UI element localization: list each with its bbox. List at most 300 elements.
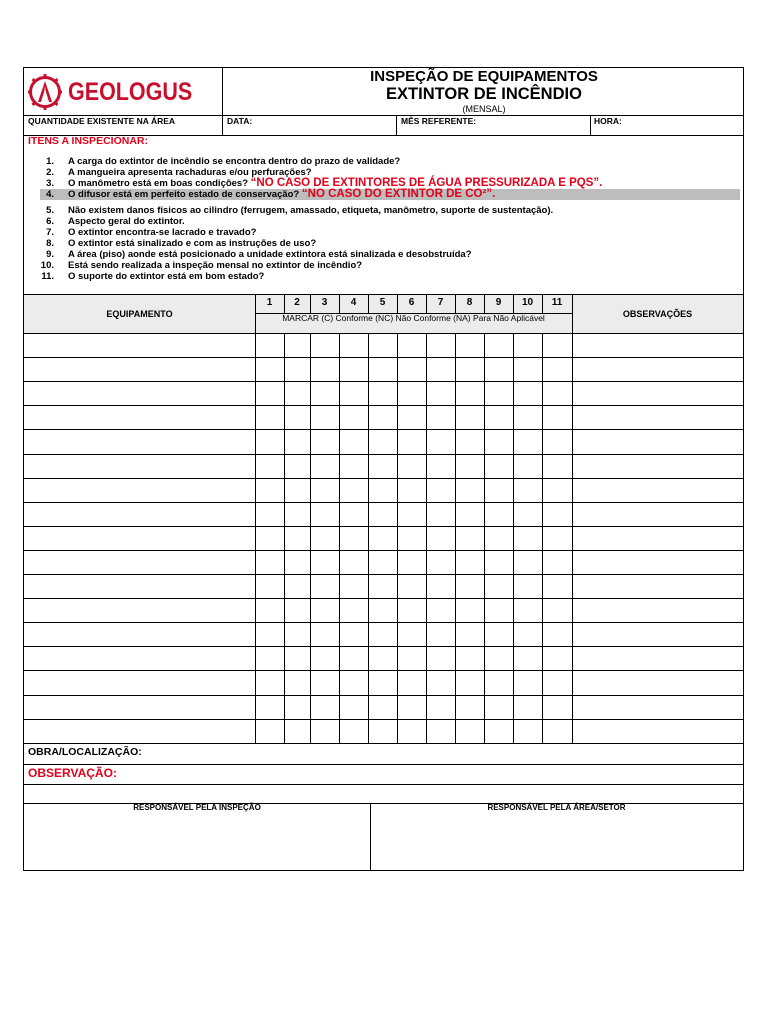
check-cell[interactable] xyxy=(310,670,339,694)
check-cell[interactable] xyxy=(426,478,455,502)
check-cell[interactable] xyxy=(368,550,397,574)
column-number: 11 xyxy=(551,297,563,308)
obra-localizacao-label: OBRA/LOCALIZAÇÃO: xyxy=(28,746,142,758)
check-cell[interactable] xyxy=(284,670,310,694)
equipment-cell[interactable] xyxy=(24,719,255,743)
observation-cell[interactable] xyxy=(572,646,743,670)
check-cell[interactable] xyxy=(397,478,426,502)
check-cell[interactable] xyxy=(397,695,426,719)
observation-cell[interactable] xyxy=(572,526,743,550)
check-cell[interactable] xyxy=(426,502,455,526)
company-logo xyxy=(28,70,222,114)
equipment-cell[interactable] xyxy=(24,502,255,526)
observation-cell[interactable] xyxy=(572,695,743,719)
check-cell[interactable] xyxy=(310,429,339,453)
check-cell[interactable] xyxy=(426,526,455,550)
signature-area-field[interactable] xyxy=(371,816,743,870)
table-row xyxy=(24,381,743,405)
observation-cell[interactable] xyxy=(572,333,743,357)
check-cell[interactable] xyxy=(368,454,397,478)
item-note: “NO CASO DE EXTINTORES DE ÁGUA PRESSURIZADA E PQS”. xyxy=(250,177,603,189)
check-cell[interactable] xyxy=(284,333,310,357)
column-number: 2 xyxy=(294,297,300,308)
check-cell[interactable] xyxy=(339,622,368,646)
check-cell[interactable] xyxy=(455,333,484,357)
item-question: O extintor encontra-se lacrado e travado? xyxy=(68,227,257,238)
table-row xyxy=(24,719,743,743)
check-cell[interactable] xyxy=(368,574,397,598)
quantidade-label: QUANTIDADE EXISTENTE NA ÁREA xyxy=(28,116,176,126)
check-cell[interactable] xyxy=(484,526,513,550)
check-cell[interactable] xyxy=(484,502,513,526)
check-cell[interactable] xyxy=(255,526,284,550)
check-cell[interactable] xyxy=(484,454,513,478)
check-cell[interactable] xyxy=(484,695,513,719)
check-cell[interactable] xyxy=(455,670,484,694)
inspection-item xyxy=(24,238,740,249)
check-cell[interactable] xyxy=(542,719,572,743)
check-cell[interactable] xyxy=(484,670,513,694)
check-cell[interactable] xyxy=(339,454,368,478)
observation-cell[interactable] xyxy=(572,381,743,405)
check-cell[interactable] xyxy=(339,695,368,719)
check-cell[interactable] xyxy=(513,429,542,453)
check-cell[interactable] xyxy=(368,381,397,405)
check-cell[interactable] xyxy=(310,478,339,502)
check-cell[interactable] xyxy=(255,622,284,646)
check-cell[interactable] xyxy=(368,695,397,719)
equipment-cell[interactable] xyxy=(24,381,255,405)
check-cell[interactable] xyxy=(255,333,284,357)
check-cell[interactable] xyxy=(513,598,542,622)
check-cell[interactable] xyxy=(397,670,426,694)
check-cell[interactable] xyxy=(255,502,284,526)
check-cell[interactable] xyxy=(455,381,484,405)
check-cell[interactable] xyxy=(310,454,339,478)
item-question: O suporte do extintor está em bom estado? xyxy=(68,271,265,282)
check-cell[interactable] xyxy=(426,646,455,670)
inspection-item xyxy=(24,156,740,167)
equipment-cell[interactable] xyxy=(24,454,255,478)
check-cell[interactable] xyxy=(368,622,397,646)
check-cell[interactable] xyxy=(284,478,310,502)
observation-cell[interactable] xyxy=(572,502,743,526)
check-cell[interactable] xyxy=(397,502,426,526)
observation-cell[interactable] xyxy=(572,574,743,598)
check-cell[interactable] xyxy=(368,405,397,429)
inspection-item xyxy=(24,271,740,282)
observation-cell[interactable] xyxy=(572,478,743,502)
check-cell[interactable] xyxy=(339,381,368,405)
table-row xyxy=(24,454,743,478)
check-cell[interactable] xyxy=(284,622,310,646)
check-cell[interactable] xyxy=(339,429,368,453)
item-number: 10. xyxy=(40,260,54,271)
table-row xyxy=(24,333,743,357)
item-text xyxy=(68,260,362,271)
check-cell[interactable] xyxy=(310,357,339,381)
item-text xyxy=(68,189,495,200)
check-cell[interactable] xyxy=(397,719,426,743)
check-cell[interactable] xyxy=(255,670,284,694)
inspection-form xyxy=(23,67,744,871)
check-cell[interactable] xyxy=(455,478,484,502)
check-cell[interactable] xyxy=(310,333,339,357)
check-cell[interactable] xyxy=(455,695,484,719)
check-cell[interactable] xyxy=(255,719,284,743)
check-cell[interactable] xyxy=(542,598,572,622)
check-cell[interactable] xyxy=(339,478,368,502)
check-cell[interactable] xyxy=(455,502,484,526)
column-number: 4 xyxy=(350,297,357,308)
observation-cell[interactable] xyxy=(572,622,743,646)
check-cell[interactable] xyxy=(426,670,455,694)
check-cell[interactable] xyxy=(397,333,426,357)
table-row xyxy=(24,695,743,719)
observation-cell[interactable] xyxy=(572,357,743,381)
check-cell[interactable] xyxy=(397,526,426,550)
check-cell[interactable] xyxy=(397,405,426,429)
item-number: 1. xyxy=(46,156,54,167)
check-cell[interactable] xyxy=(542,454,572,478)
item-text xyxy=(68,227,256,238)
item-question: A área (piso) aonde está posicionado a unidade extintora está sinalizada e desobstruída? xyxy=(68,249,472,260)
check-cell[interactable] xyxy=(484,429,513,453)
table-row xyxy=(24,574,743,598)
check-cell[interactable] xyxy=(455,550,484,574)
check-cell[interactable] xyxy=(397,598,426,622)
check-cell[interactable] xyxy=(513,333,542,357)
item-number: 4. xyxy=(46,188,54,200)
check-cell[interactable] xyxy=(426,622,455,646)
equipment-cell[interactable] xyxy=(24,357,255,381)
check-cell[interactable] xyxy=(368,429,397,453)
inspection-item xyxy=(24,260,740,271)
check-cell[interactable] xyxy=(484,405,513,429)
table-row xyxy=(24,478,743,502)
item-number: 9. xyxy=(46,249,54,260)
equipment-cell[interactable] xyxy=(24,574,255,598)
check-cell[interactable] xyxy=(284,719,310,743)
check-cell[interactable] xyxy=(310,598,339,622)
check-cell[interactable] xyxy=(513,695,542,719)
check-cell[interactable] xyxy=(284,357,310,381)
check-cell[interactable] xyxy=(542,526,572,550)
items-section-title: ITENS A INSPECIONAR: xyxy=(28,135,148,147)
item-number: 7. xyxy=(46,227,54,238)
form-frequency: (MENSAL) xyxy=(462,104,506,114)
table-row xyxy=(24,622,743,646)
check-cell[interactable] xyxy=(542,574,572,598)
item-number: 2. xyxy=(46,167,54,178)
check-cell[interactable] xyxy=(310,502,339,526)
check-cell[interactable] xyxy=(255,429,284,453)
equipment-cell[interactable] xyxy=(24,526,255,550)
observacao-field[interactable] xyxy=(24,785,743,803)
column-number: 6 xyxy=(408,297,415,308)
check-cell[interactable] xyxy=(255,695,284,719)
check-cell[interactable] xyxy=(426,357,455,381)
check-cell[interactable] xyxy=(455,598,484,622)
observation-cell[interactable] xyxy=(572,550,743,574)
check-cell[interactable] xyxy=(426,454,455,478)
check-cell[interactable] xyxy=(397,381,426,405)
check-cell[interactable] xyxy=(542,357,572,381)
check-cell[interactable] xyxy=(484,550,513,574)
equipment-cell[interactable] xyxy=(24,622,255,646)
table-row xyxy=(24,502,743,526)
item-question: Aspecto geral do extintor. xyxy=(68,216,185,227)
check-cell[interactable] xyxy=(484,622,513,646)
check-cell[interactable] xyxy=(397,454,426,478)
check-cell[interactable] xyxy=(368,646,397,670)
marcar-legend: MARCAR (C) Conforme (NC) Não Conforme (NA) Para Não Aplicável xyxy=(282,313,545,323)
check-cell[interactable] xyxy=(484,646,513,670)
check-cell[interactable] xyxy=(339,502,368,526)
check-cell[interactable] xyxy=(284,502,310,526)
check-cell[interactable] xyxy=(455,429,484,453)
equipment-cell[interactable] xyxy=(24,646,255,670)
check-cell[interactable] xyxy=(310,574,339,598)
check-cell[interactable] xyxy=(397,574,426,598)
check-cell[interactable] xyxy=(284,598,310,622)
check-cell[interactable] xyxy=(484,333,513,357)
check-cell[interactable] xyxy=(310,405,339,429)
check-cell[interactable] xyxy=(339,670,368,694)
data-label: DATA: xyxy=(227,116,253,126)
check-cell[interactable] xyxy=(310,719,339,743)
observation-cell[interactable] xyxy=(572,670,743,694)
check-cell[interactable] xyxy=(368,670,397,694)
check-cell[interactable] xyxy=(255,598,284,622)
item-number: 6. xyxy=(46,216,54,227)
check-cell[interactable] xyxy=(542,646,572,670)
equipment-cell[interactable] xyxy=(24,405,255,429)
check-cell[interactable] xyxy=(284,695,310,719)
check-cell[interactable] xyxy=(368,333,397,357)
signature-inspecao-field[interactable] xyxy=(24,816,370,870)
check-cell[interactable] xyxy=(255,405,284,429)
item-question: A carga do extintor de incêndio se encontra dentro do prazo de validade? xyxy=(68,156,401,167)
check-cell[interactable] xyxy=(284,526,310,550)
item-question: A mangueira apresenta rachaduras e/ou perfurações? xyxy=(68,167,312,178)
check-cell[interactable] xyxy=(484,719,513,743)
observacao-label: OBSERVAÇÃO: xyxy=(28,766,117,780)
check-cell[interactable] xyxy=(310,526,339,550)
check-cell[interactable] xyxy=(284,429,310,453)
check-cell[interactable] xyxy=(426,695,455,719)
check-cell[interactable] xyxy=(542,478,572,502)
equipment-cell[interactable] xyxy=(24,550,255,574)
check-cell[interactable] xyxy=(339,550,368,574)
check-cell[interactable] xyxy=(484,381,513,405)
check-cell[interactable] xyxy=(484,574,513,598)
equipment-cell[interactable] xyxy=(24,478,255,502)
check-cell[interactable] xyxy=(368,526,397,550)
column-number: 5 xyxy=(379,297,386,308)
check-cell[interactable] xyxy=(310,622,339,646)
check-cell[interactable] xyxy=(455,526,484,550)
check-cell[interactable] xyxy=(339,333,368,357)
check-cell[interactable] xyxy=(397,357,426,381)
table-row xyxy=(24,526,743,550)
check-cell[interactable] xyxy=(368,598,397,622)
check-cell[interactable] xyxy=(339,574,368,598)
check-cell[interactable] xyxy=(310,381,339,405)
equipamento-header: EQUIPAMENTO xyxy=(106,309,173,319)
check-cell[interactable] xyxy=(426,574,455,598)
check-cell[interactable] xyxy=(542,405,572,429)
check-cell[interactable] xyxy=(513,622,542,646)
check-cell[interactable] xyxy=(310,550,339,574)
item-text xyxy=(68,238,316,249)
observation-cell[interactable] xyxy=(572,719,743,743)
check-cell[interactable] xyxy=(484,357,513,381)
observation-cell[interactable] xyxy=(572,405,743,429)
check-cell[interactable] xyxy=(284,550,310,574)
item-question: O difusor está em perfeito estado de conservação? xyxy=(68,188,300,200)
check-cell[interactable] xyxy=(513,670,542,694)
check-cell[interactable] xyxy=(455,405,484,429)
check-cell[interactable] xyxy=(426,333,455,357)
check-cell[interactable] xyxy=(542,381,572,405)
item-text xyxy=(68,156,400,167)
check-cell[interactable] xyxy=(542,670,572,694)
check-cell[interactable] xyxy=(339,526,368,550)
check-cell[interactable] xyxy=(513,454,542,478)
check-cell[interactable] xyxy=(484,598,513,622)
item-text xyxy=(68,205,553,216)
check-cell[interactable] xyxy=(339,357,368,381)
check-cell[interactable] xyxy=(513,405,542,429)
inspection-item xyxy=(40,189,740,200)
check-cell[interactable] xyxy=(513,381,542,405)
column-number: 3 xyxy=(321,297,328,308)
check-cell[interactable] xyxy=(542,502,572,526)
check-cell[interactable] xyxy=(455,574,484,598)
table-row xyxy=(24,357,743,381)
check-cell[interactable] xyxy=(513,550,542,574)
check-cell[interactable] xyxy=(513,357,542,381)
item-number: 3. xyxy=(46,178,54,189)
check-cell[interactable] xyxy=(397,550,426,574)
check-cell[interactable] xyxy=(339,598,368,622)
equipment-cell[interactable] xyxy=(24,670,255,694)
check-cell[interactable] xyxy=(542,333,572,357)
check-cell[interactable] xyxy=(426,405,455,429)
equipment-cell[interactable] xyxy=(24,333,255,357)
check-cell[interactable] xyxy=(397,429,426,453)
check-cell[interactable] xyxy=(284,405,310,429)
check-cell[interactable] xyxy=(484,478,513,502)
check-cell[interactable] xyxy=(397,646,426,670)
check-cell[interactable] xyxy=(255,381,284,405)
check-cell[interactable] xyxy=(368,719,397,743)
check-cell[interactable] xyxy=(284,646,310,670)
table-row xyxy=(24,670,743,694)
check-cell[interactable] xyxy=(426,381,455,405)
inspection-item xyxy=(24,227,740,238)
observation-cell[interactable] xyxy=(572,429,743,453)
check-cell[interactable] xyxy=(339,646,368,670)
check-cell[interactable] xyxy=(455,719,484,743)
check-cell[interactable] xyxy=(542,695,572,719)
equipment-cell[interactable] xyxy=(24,429,255,453)
item-question: O manômetro está em boas condições? xyxy=(68,178,249,189)
check-cell[interactable] xyxy=(426,550,455,574)
item-question: Está sendo realizada a inspeção mensal no extintor de incêndio? xyxy=(68,260,363,271)
check-cell[interactable] xyxy=(542,429,572,453)
check-cell[interactable] xyxy=(284,381,310,405)
column-number: 7 xyxy=(437,297,444,308)
item-text xyxy=(68,216,185,227)
check-cell[interactable] xyxy=(339,719,368,743)
check-cell[interactable] xyxy=(542,550,572,574)
check-cell[interactable] xyxy=(284,454,310,478)
check-cell[interactable] xyxy=(255,454,284,478)
table-row xyxy=(24,598,743,622)
equipment-cell[interactable] xyxy=(24,598,255,622)
inspection-item xyxy=(24,216,740,227)
check-cell[interactable] xyxy=(426,598,455,622)
check-cell[interactable] xyxy=(255,646,284,670)
equipment-cell[interactable] xyxy=(24,695,255,719)
check-cell[interactable] xyxy=(513,478,542,502)
check-cell[interactable] xyxy=(426,429,455,453)
observation-cell[interactable] xyxy=(572,598,743,622)
check-cell[interactable] xyxy=(455,646,484,670)
item-question: Não existem danos físicos ao cilindro (ferrugem, amassado, etiqueta, manômetro, suporte de sustentação). xyxy=(68,205,554,216)
logo-text: GEOLOGUS xyxy=(68,77,193,106)
check-cell[interactable] xyxy=(255,357,284,381)
check-cell[interactable] xyxy=(455,357,484,381)
check-cell[interactable] xyxy=(368,478,397,502)
check-cell[interactable] xyxy=(310,695,339,719)
column-number: 10 xyxy=(521,297,534,308)
check-cell[interactable] xyxy=(255,574,284,598)
gear-logo-icon xyxy=(28,72,62,112)
table-row xyxy=(24,550,743,574)
check-cell[interactable] xyxy=(255,478,284,502)
item-number: 5. xyxy=(46,205,54,216)
check-cell[interactable] xyxy=(284,574,310,598)
check-cell[interactable] xyxy=(513,574,542,598)
check-cell[interactable] xyxy=(513,646,542,670)
item-note: “NO CASO DO EXTINTOR DE CO²”. xyxy=(301,187,496,200)
inspection-item xyxy=(24,249,740,260)
check-cell[interactable] xyxy=(368,502,397,526)
table-row xyxy=(24,646,743,670)
check-cell[interactable] xyxy=(339,405,368,429)
obra-localizacao-field[interactable] xyxy=(164,743,743,764)
check-cell[interactable] xyxy=(426,719,455,743)
observacoes-header: OBSERVAÇÕES xyxy=(622,309,693,319)
check-cell[interactable] xyxy=(542,622,572,646)
item-question: O extintor está sinalizado e com as instruções de uso? xyxy=(68,238,317,249)
check-cell[interactable] xyxy=(513,719,542,743)
check-cell[interactable] xyxy=(255,550,284,574)
check-cell[interactable] xyxy=(455,454,484,478)
check-cell[interactable] xyxy=(455,622,484,646)
check-cell[interactable] xyxy=(513,526,542,550)
check-cell[interactable] xyxy=(513,502,542,526)
form-title: INSPEÇÃO DE EQUIPAMENTOS xyxy=(370,68,598,85)
check-cell[interactable] xyxy=(397,622,426,646)
check-cell[interactable] xyxy=(368,357,397,381)
table-row xyxy=(24,405,743,429)
observation-cell[interactable] xyxy=(572,454,743,478)
check-cell[interactable] xyxy=(310,646,339,670)
